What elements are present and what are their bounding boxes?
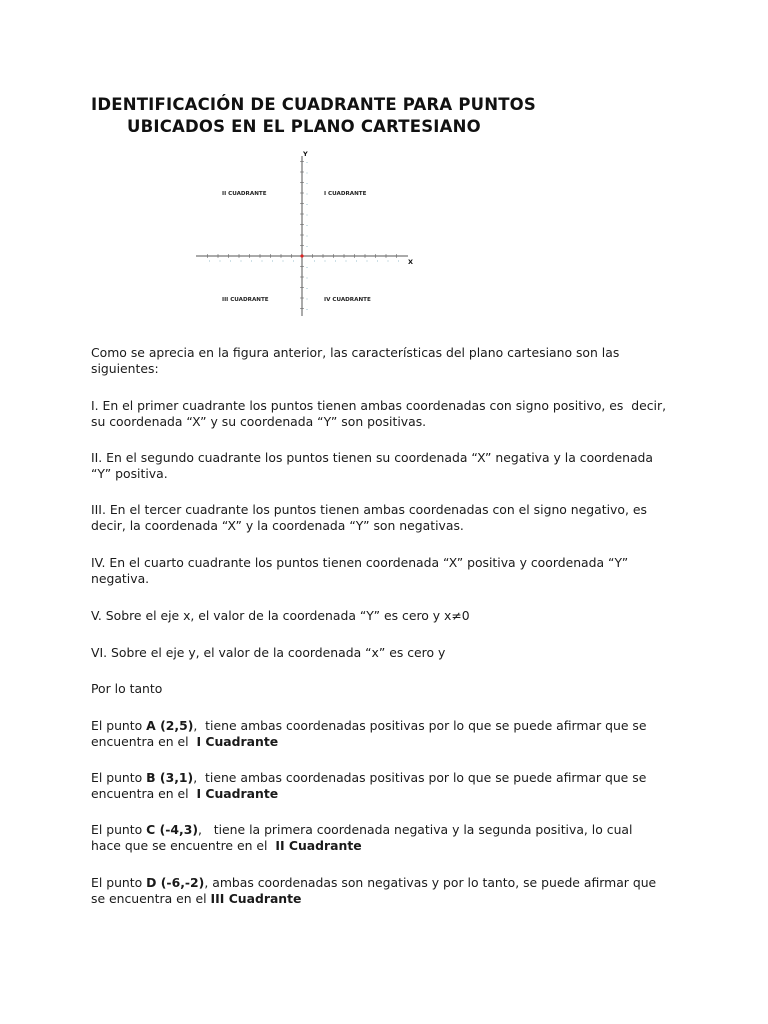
quadrant-4-label: IV CUADRANTE [324,297,371,303]
point-a-paragraph [91,718,691,750]
rule-1-line-2: su coordenada “X” y su coordenada “Y” son positivas. [91,414,427,429]
point-c-paragraph [91,822,691,854]
point-a-text: , tiene ambas coordenadas positivas por lo que se puede afirmar que se [193,718,647,733]
point-c-line-2: hace que se encuentre en el [91,838,276,853]
x-tick-mark [377,261,378,262]
intro-line-1: Como se aprecia en la figura anterior, las características del plano cartesiano son las [91,345,620,360]
point-b-paragraph [91,770,691,802]
point-d-quadrant: III Cuadrante [210,891,302,906]
therefore-text: Por lo tanto [91,681,163,696]
y-tick-mark [307,309,308,310]
y-tick-mark [307,183,308,184]
rule-3-line-1: III. En el tercer cuadrante los puntos tienen ambas coordenadas con el signo negativo, es [91,502,647,517]
point-a-prefix: El punto [91,718,147,733]
point-a-line-2: encuentra en el [91,734,197,749]
x-tick-mark [388,261,389,262]
rule-2-line-1: II. En el segundo cuadrante los puntos tienen su coordenada “X” negativa y la coordenada [91,450,653,465]
x-tick-mark [398,261,399,262]
point-a-name: A (2,5) [146,718,194,733]
point-b-line-2: encuentra en el [91,786,197,801]
y-tick-mark [307,204,308,205]
y-tick-mark [307,173,308,174]
x-tick-mark [220,261,221,262]
rule-1-paragraph [91,398,691,430]
quadrant-2-label: II CUADRANTE [222,191,267,197]
x-tick-mark [262,261,263,262]
intro-line-2: siguientes: [91,361,159,376]
x-tick-mark [251,261,252,262]
x-tick-mark [335,261,336,262]
quadrant-1-label: I CUADRANTE [324,191,367,197]
rule-5-text: V. Sobre el eje x, el valor de la coordenada “Y” es cero y x≠0 [91,608,470,623]
point-d-paragraph [91,875,691,907]
title-line-1: IDENTIFICACIÓN DE CUADRANTE PARA PUNTOS [91,95,536,114]
x-tick-mark [346,261,347,262]
rule-5-paragraph [91,608,691,624]
quadrant-3-label: III CUADRANTE [222,297,269,303]
point-d-name: D (-6,-2) [146,875,205,890]
rule-3-line-2: decir, la coordenada “X” y la coordenada “Y” son negativas. [91,518,464,533]
point-c-prefix: El punto [91,822,147,837]
title-line-2: UBICADOS EN EL PLANO CARTESIANO [127,117,481,136]
x-tick-mark [325,261,326,262]
therefore-paragraph [91,681,691,697]
x-axis-label: X [408,258,414,266]
rule-4-line-1: IV. En el cuarto cuadrante los puntos tienen coordenada “X” positiva y coordenada “Y” [91,555,629,570]
y-tick-mark [307,162,308,163]
rule-6-paragraph [91,645,691,661]
point-c-name: C (-4,3) [146,822,198,837]
y-tick-mark [307,236,308,237]
rule-3-paragraph [91,502,691,534]
rule-2-paragraph [91,450,691,482]
rule-1-line-1: I. En el primer cuadrante los puntos tienen ambas coordenadas con signo positivo, es decir, [91,398,667,413]
y-tick-mark [307,194,308,195]
rule-4-line-2: negativa. [91,571,150,586]
point-b-text: , tiene ambas coordenadas positivas por lo que se puede afirmar que se [193,770,647,785]
x-tick-mark [209,261,210,262]
point-d-text: , ambas coordenadas son negativas y por lo tanto, se puede afirmar que [204,875,657,890]
x-tick-mark [314,261,315,262]
x-tick-mark [356,261,357,262]
y-axis-label: Y [303,150,308,158]
y-tick-mark [307,267,308,268]
point-b-quadrant: I Cuadrante [196,786,279,801]
point-c-quadrant: II Cuadrante [275,838,362,853]
y-tick-mark [307,215,308,216]
point-a-quadrant: I Cuadrante [196,734,279,749]
x-tick-mark [241,261,242,262]
cartesian-plane-figure [196,148,418,318]
point-d-prefix: El punto [91,875,147,890]
point-c-text: , tiene la primera coordenada negativa y la segunda positiva, lo cual [198,822,633,837]
x-tick-mark [283,261,284,262]
rule-2-line-2: “Y” positiva. [91,466,168,481]
rule-4-paragraph [91,555,691,587]
y-tick-mark [307,288,308,289]
y-tick-mark [307,299,308,300]
y-tick-mark [307,225,308,226]
x-tick-mark [272,261,273,262]
x-tick-mark [367,261,368,262]
y-tick-mark [307,278,308,279]
x-tick-mark [293,261,294,262]
y-tick-mark [307,246,308,247]
point-b-name: B (3,1) [146,770,194,785]
origin-point [300,254,303,257]
page-title [91,94,536,138]
axis-ticks [208,162,400,311]
intro-paragraph [91,345,691,377]
rule-6-text: VI. Sobre el eje y, el valor de la coordenada “x” es cero y [91,645,446,660]
x-tick-mark [230,261,231,262]
point-d-line-2: se encuentra en el [91,891,211,906]
point-b-prefix: El punto [91,770,147,785]
